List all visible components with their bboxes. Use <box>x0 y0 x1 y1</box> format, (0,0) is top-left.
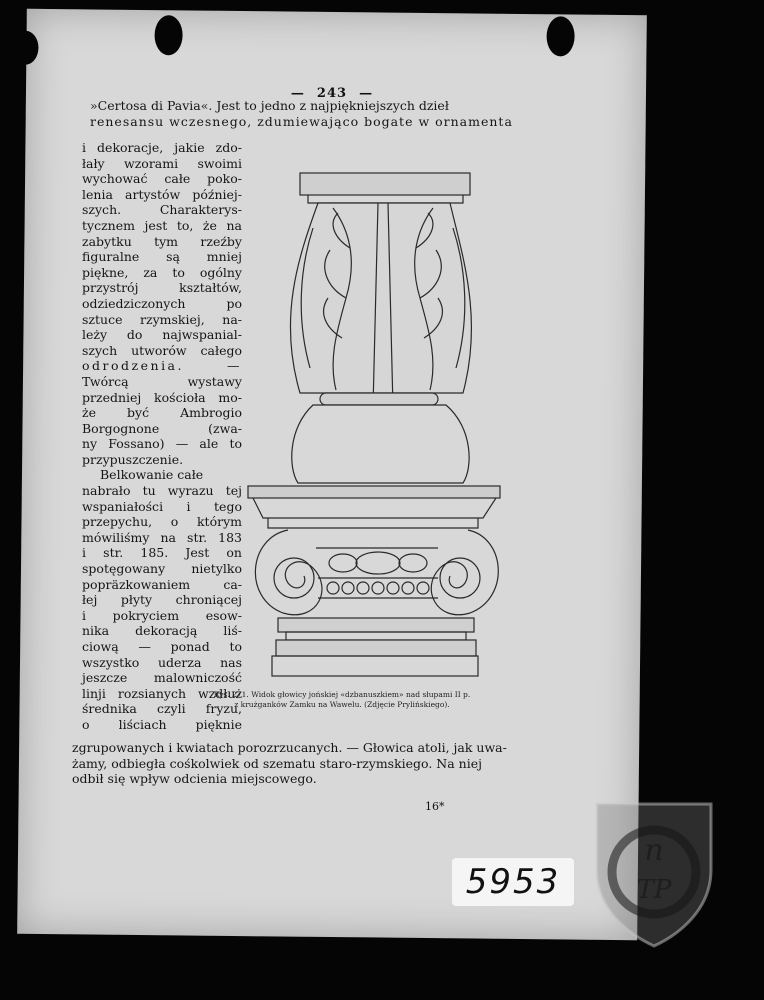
text-line: i str. 185. Jest on <box>82 545 242 561</box>
text-line: i pokryciem esow- <box>82 607 242 623</box>
text-line: średnika czyli fryzu, <box>82 701 242 717</box>
text-line: jeszcze malowniczość <box>82 670 242 686</box>
text-line: tycznem jest to, że na <box>82 217 242 233</box>
text-line: odbił się wpływ odcienia miejscowego. <box>72 771 317 787</box>
text-line: żamy, odbiegła cośkolwiek od szematu staro-rzymskiego. Na niej <box>72 755 482 771</box>
text-line: szych. Charakterys- <box>82 202 242 218</box>
text-line: przystrój kształtów, <box>82 280 242 296</box>
text-line: odziedziczonych po <box>82 295 242 311</box>
text-line: zabytku tym rzeźby <box>82 233 242 249</box>
caption-line: z krużganków Zamku na Wawelu. (Zdjęcie Prylińskiego). <box>234 700 450 709</box>
page-number: — 243 — <box>290 86 374 101</box>
text-line: spotęgowany nietylko <box>82 561 242 577</box>
text-line: przypuszczenie. <box>82 451 184 467</box>
text-line: ciową — ponad to <box>82 639 242 654</box>
shield-watermark-icon <box>593 800 715 950</box>
text-line: sztuce rzymskiej, na- <box>82 311 242 327</box>
stamp-letters-top: n <box>644 833 664 868</box>
text-line: piękne, za to ogólny <box>82 264 242 280</box>
intro-paragraph <box>90 98 515 129</box>
text-line: popräzkowaniem ca- <box>82 576 242 592</box>
text-line: zgrupowanych i kwiatach porozrzucanych. — Głowica atoli, jak uwa- <box>72 740 507 755</box>
text-line: wspaniałości i tego <box>82 498 242 514</box>
text-line: ny Fossano) — ale to <box>82 436 242 452</box>
text-line: Borgognone (zwa- <box>82 420 242 436</box>
text-line: o liściach pięknie <box>82 716 242 732</box>
text-line: Twórcą wystawy <box>82 373 242 389</box>
text-line: szych utworów całego <box>82 342 242 358</box>
text-line: odrodzenia. — <box>82 358 242 374</box>
inventory-label <box>452 858 574 906</box>
text-line: łej płyty chroniącej <box>82 592 242 608</box>
inventory-number: 5953 <box>465 862 561 902</box>
text-line: wszystko uderza nas <box>82 654 242 670</box>
text-line: Belkowanie całe <box>100 467 204 483</box>
intro-line: renesansu wczesnego, zdumiewająco bogate w ornamenta <box>90 113 513 129</box>
text-line: przedniej kościoła mo- <box>82 389 242 405</box>
text-line: przepychu, o którym <box>82 514 242 530</box>
binding-hole <box>12 31 38 65</box>
text-line: nabrało tu wyrazu tej <box>82 483 242 499</box>
text-line: łały wzorami swoimi <box>82 155 242 171</box>
text-line: nika dekoracją liś- <box>82 623 242 639</box>
text-line: i dekoracje, jakie zdo- <box>82 140 242 155</box>
caption-line: Rys. 271. Widok głowicy jońskiej «dzbanuszkiem» nad słupami II p. <box>213 690 471 699</box>
figure-caption <box>212 690 472 710</box>
stamp-letters-bottom: TP <box>636 875 672 905</box>
text-line: lenia artystów później- <box>82 186 242 202</box>
text-line: wychować całe poko- <box>82 171 242 187</box>
text-line: mówiliśmy na str. 183 <box>82 529 242 545</box>
text-line: figuralne są mniej <box>82 249 242 265</box>
left-column-text <box>82 140 242 733</box>
text-line: leży do najwspanial- <box>82 327 242 343</box>
bottom-paragraph <box>72 740 507 787</box>
binding-hole <box>154 15 182 55</box>
text-line: linji rozsianych wzdłuż <box>82 685 242 701</box>
ionic-capital-illustration <box>238 168 510 693</box>
binding-hole <box>546 16 574 56</box>
text-line: że być Ambrogio <box>82 405 242 421</box>
intro-line: »Certosa di Pavia«. Jest to jedno z najpiękniejszych dzieł <box>90 98 449 113</box>
printer-signature: 16* <box>425 800 445 813</box>
